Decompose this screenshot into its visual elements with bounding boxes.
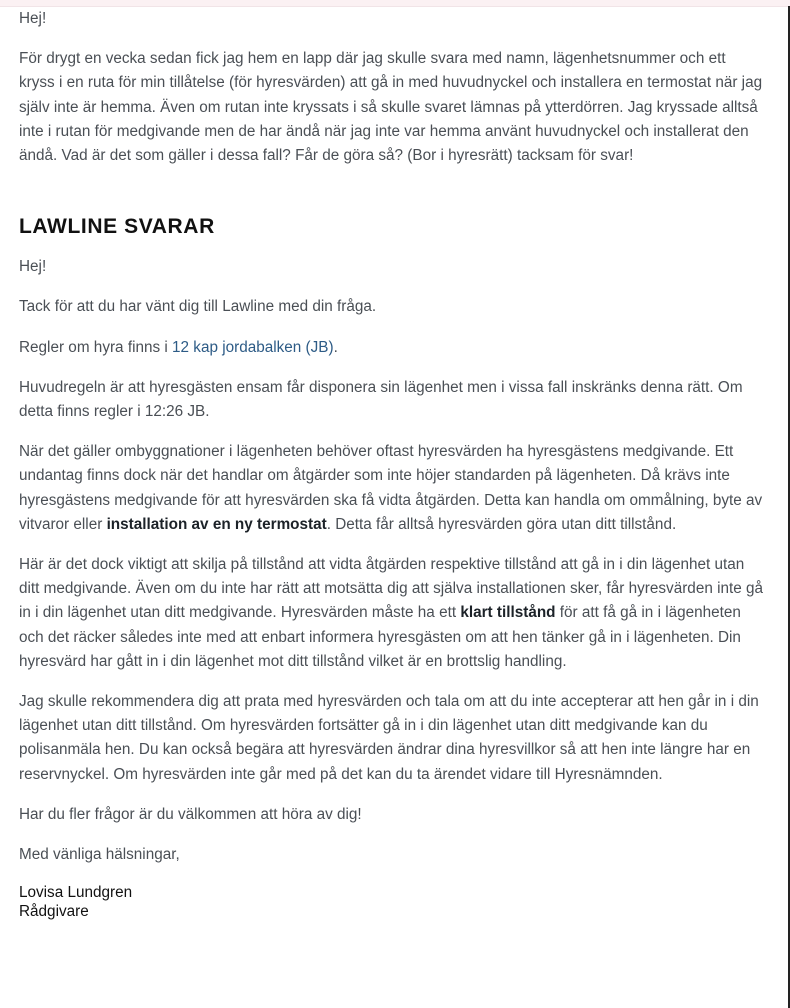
qa-article	[19, 7, 764, 921]
renovation-suffix: . Detta får alltså hyresvärden göra utan ditt tillstånd.	[326, 515, 677, 533]
answer-section	[19, 213, 764, 921]
answer-renovation	[19, 440, 764, 537]
answer-greeting: Hej!	[19, 258, 47, 276]
answer-permission	[19, 553, 764, 674]
permission-bold: klart tillstånd	[460, 604, 556, 622]
permission-suffix: för att få gå in i lägenheten och det räcker således inte med att enbart informera hyresgästen om att hen tänker gå in i lägenheten. Din hyresvärd har gått in i din lägenhet mot ditt tillstånd vilket är en brottslig handling.	[19, 604, 741, 670]
question-section	[19, 7, 764, 168]
signature	[19, 883, 764, 921]
signature-title: Rådgivare	[19, 903, 89, 921]
answer-thanks: Tack för att du har vänt dig till Lawline med din fråga.	[19, 298, 377, 316]
answer-main-rule: Huvudregeln är att hyresgästen ensam får disponera sin lägenhet men i vissa fall inskränks denna rätt. Om detta finns regler i 12:26 JB.	[19, 378, 743, 421]
answer-heading: LAWLINE SVARAR	[19, 215, 215, 239]
jordabalken-link[interactable]: 12 kap jordabalken (JB)	[172, 338, 334, 356]
answer-closing-question: Har du fler frågor är du välkommen att höra av dig!	[19, 805, 362, 823]
rules-prefix: Regler om hyra finns i	[19, 338, 173, 356]
top-bar	[0, 0, 790, 7]
question-body: För drygt en vecka sedan fick jag hem en lapp där jag skulle svara med namn, lägenhetsnummer och ett kryss i en ruta för min tillåtelse (för hyresvärden) att gå in med huvudnyckel och installera en termostat när jag själv inte är hemma. Även om rutan inte kryssats i så skulle svaret lämnas på ytterdörren. Jag kryssade alltså inte i rutan för medgivande men de har ändå när jag inte var hemma använt huvudnyckel och installerat den ändå. Vad är det som gäller i dessa fall? Får de göra så? (Bor i hyresrätt) tacksam för svar!	[19, 50, 763, 165]
answer-regards: Med vänliga hälsningar,	[19, 846, 180, 864]
permission-text: Här är det dock viktigt att skilja på tillstånd att vidta åtgärden respektive tillstånd att gå in i din lägenhet utan ditt medgivande. Även om du inte har rätt att motsätta dig att själva installationen sker, får hyresvärden inte gå in i din lägenhet utan ditt medgivande. Hyresvärden måste ha ett	[19, 556, 764, 622]
renovation-bold: installation av en ny termostat	[106, 515, 327, 533]
answer-recommendation: Jag skulle rekommendera dig att prata med hyresvärden och tala om att du inte accepterar att hen går in i din lägenhet utan ditt tillstånd. Om hyresvärden fortsätter gå in i din lägenhet utan ditt medgivande kan du polisanmäla hen. Du kan också begära att hyresvärden ändrar dina hyresvillkor så att hen inte längre har en reservnyckel. Om hyresvärden inte går med på det kan du ta ärendet vidare till Hyresnämnden.	[19, 693, 759, 783]
renovation-text: När det gäller ombyggnationer i lägenheten behöver oftast hyresvärden ha hyresgästens medgivande. Ett undantag finns dock när det handlar om åtgärder som inte höjer standarden på lägenheten. Då krävs inte hyresgästens medgivande för att hyresvärden ska få vidta åtgärden. Detta kan handla om ommålning, byte av vitvaror eller	[19, 443, 763, 533]
answer-rules	[19, 336, 764, 360]
rules-suffix: .	[333, 338, 338, 356]
question-greeting: Hej!	[19, 10, 47, 27]
signature-name: Lovisa Lundgren	[19, 884, 133, 902]
